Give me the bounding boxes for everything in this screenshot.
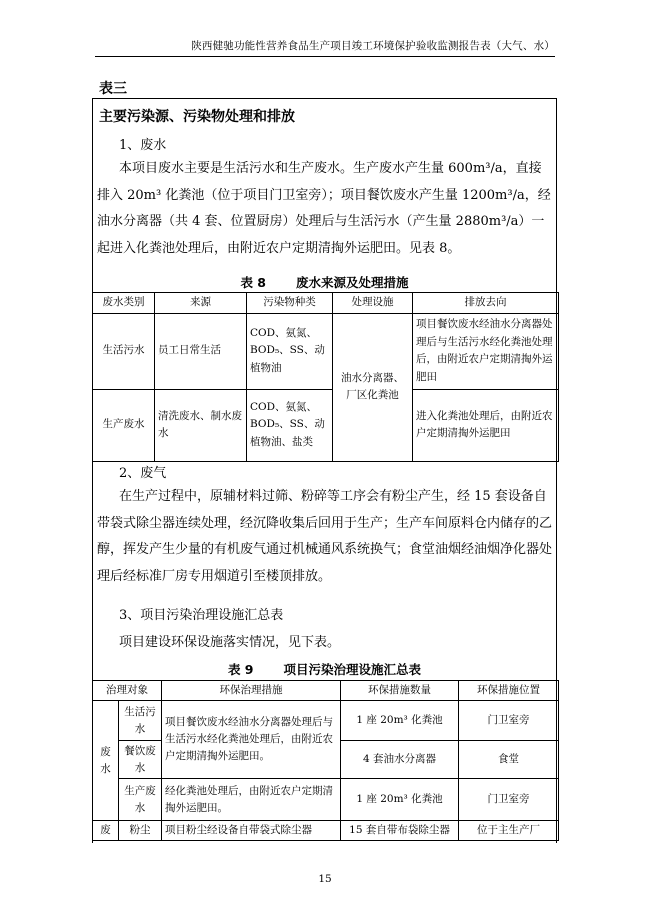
section-title: 主要污染源、污染物处理和排放 xyxy=(99,109,295,125)
table9 xyxy=(92,680,559,841)
table8-number: 表 8 xyxy=(240,275,267,290)
table8-title: 废水来源及处理措施 xyxy=(296,275,409,290)
table-row xyxy=(93,779,559,821)
table-cell: 门卫室旁 xyxy=(459,701,559,741)
table-cell: 生产废水 xyxy=(93,389,155,461)
table-header-cell: 环保措施数量 xyxy=(341,681,459,701)
table-cell: 员工日常生活 xyxy=(155,313,247,389)
table-row xyxy=(93,313,559,389)
summary-intro: 项目建设环保设施落实情况，见下表。 xyxy=(119,635,341,650)
table-row xyxy=(93,389,559,461)
table-cell: COD、氨氮、BOD₅、SS、动植物油、盐类 xyxy=(247,389,333,461)
table-cell-group: 废 xyxy=(93,821,119,841)
table-header-cell: 处理设施 xyxy=(333,293,413,314)
table8 xyxy=(92,292,559,462)
table-header-cell: 治理对象 xyxy=(93,681,162,701)
table-cell: 项目餐饮废水经油水分离器处理后与生活污水经化粪池处理后，由附近农户定期清掏外运肥田 xyxy=(413,313,559,389)
page-number: 15 xyxy=(318,873,332,885)
table8-caption xyxy=(92,273,557,291)
table-cell: 1 座 20m³ 化粪池 xyxy=(341,701,459,741)
wastewater-paragraph: 本项目废水主要是生活污水和生产废水。生产废水产生量 600m³/a，直接排入 20m³ 化粪池（位于项目门卫室旁）；项目餐饮废水产生量 1200m³/a，经油水分离器（共 4 套、位置厨房）处理后与生活污水（产生量 2880m³/a）一起进入化粪池处理后，由附近农户定期清掏外运肥田。见表 8。 xyxy=(97,161,551,256)
table-cell: 食堂 xyxy=(459,741,559,779)
table-row xyxy=(93,821,559,841)
table-cell: 粉尘 xyxy=(119,821,162,841)
table-cell: 清洗废水、制水废水 xyxy=(155,389,247,461)
table-cell-facility: 油水分离器、厂区化粪池 xyxy=(333,313,413,461)
table-cell: 项目粉尘经设备自带袋式除尘器 xyxy=(162,821,341,841)
table-cell: 1 座 20m³ 化粪池 xyxy=(341,779,459,821)
heading-summary: 3、项目污染治理设施汇总表 xyxy=(119,608,284,623)
table9-number: 表 9 xyxy=(227,662,254,677)
table-cell: 4 套油水分离器 xyxy=(341,741,459,779)
table-header-cell: 环保措施位置 xyxy=(459,681,559,701)
table-cell: 15 套自带布袋除尘器 xyxy=(341,821,459,841)
table-cell: 门卫室旁 xyxy=(459,779,559,821)
exhaust-paragraph: 在生产过程中，原辅材料过筛、粉碎等工序会有粉尘产生，经 15 套设备自带袋式除尘器连续处理，经沉降收集后回用于生产；生产车间原料仓内储存的乙醇，挥发产生少量的有机废气通过机械通风系统换气；食堂油烟经油烟净化器处理后经标准厂房专用烟道引至楼顶排放。 xyxy=(97,489,553,584)
table-header-cell: 废水类别 xyxy=(93,293,155,314)
table-header-cell: 来源 xyxy=(155,293,247,314)
table9-title: 项目污染治理设施汇总表 xyxy=(283,662,422,677)
table-row xyxy=(93,701,559,741)
heading-wastewater: 1、废水 xyxy=(119,138,167,153)
table9-caption xyxy=(92,660,557,678)
table-header-cell: 污染物种类 xyxy=(247,293,333,314)
table-cell: 项目餐饮废水经油水分离器处理后与生活污水经化粪池处理后，由附近农户定期清掏外运肥田。 xyxy=(162,701,341,779)
table-cell: 生活污水 xyxy=(119,701,162,741)
table-cell: 餐饮废水 xyxy=(119,741,162,779)
table-cell-group: 废水 xyxy=(93,701,119,821)
section-label: 表三 xyxy=(99,81,127,97)
table-cell: 进入化粪池处理后，由附近农户定期清掏外运肥田 xyxy=(413,389,559,461)
table-header-cell: 排放去向 xyxy=(413,293,559,314)
table-cell: 经化粪池处理后，由附近农户定期清掏外运肥田。 xyxy=(162,779,341,821)
table-cell: COD、氨氮、BOD₅、SS、动植物油 xyxy=(247,313,333,389)
table-cell: 生活污水 xyxy=(93,313,155,389)
table-header-cell: 环保治理措施 xyxy=(162,681,341,701)
heading-exhaust: 2、废气 xyxy=(119,466,167,481)
table-cell: 生产废水 xyxy=(119,779,162,821)
table-header-row xyxy=(93,293,559,314)
table-header-row xyxy=(93,681,559,701)
page-header: 陕西健驰功能性营养食品生产项目竣工环境保护验收监测报告表（大气、水） xyxy=(95,38,555,57)
table-cell: 位于主生产厂 xyxy=(459,821,559,841)
